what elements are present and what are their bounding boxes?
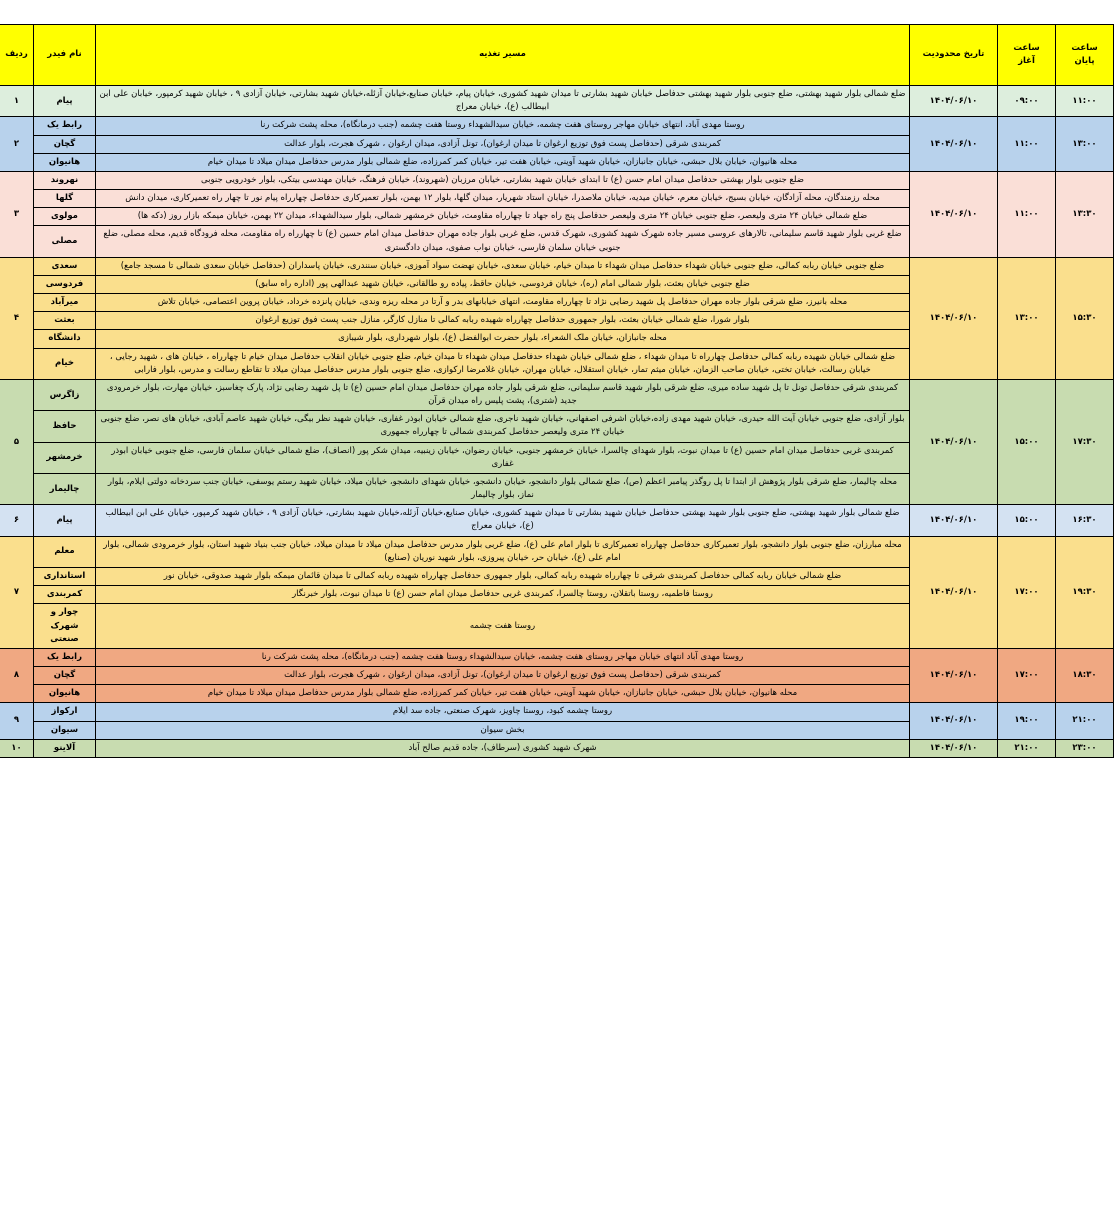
feeder-name-cell: پیام: [34, 505, 96, 536]
start-time-cell: ۰۹:۰۰: [998, 86, 1056, 117]
route-cell: محله هانیوان، خیابان بلال حبشی، خیابان جانبازان، خیابان شهید آوینی، خیابان هفت تیر، خیابان کمر کمرزاده، ضلع شمالی بلوار مدرس حدفاصل میدان میلاد تا میدان خیام: [96, 153, 910, 171]
feeder-name-cell: چالیمار: [34, 473, 96, 504]
start-time-cell: ۱۷:۰۰: [998, 536, 1056, 648]
feeder-name-cell: استانداری: [34, 567, 96, 585]
route-cell: روستا هفت چشمه: [96, 604, 910, 649]
route-cell: بخش سیوان: [96, 721, 910, 739]
restriction-date-cell: ۱۴۰۴/۰۶/۱۰: [910, 739, 998, 757]
route-cell: کمربندی شرقی (حدفاصل پست فوق توزیع ارغوان تا میدان ارغوان)، تونل آزادی، میدان ارغوان ، شهرک هجرت، بلوار عدالت: [96, 135, 910, 153]
feeder-name-cell: گلها: [34, 190, 96, 208]
header-feeder: نام فیدر: [34, 25, 96, 86]
route-cell: ضلع جنوبی خیابان ربابه کمالی، ضلع جنوبی خیابان شهداء حدفاصل میدان شهداء تا میدان خیام، خیابان سعدی، خیابان نهضت سواد آموزی، خیابان سنندری، خیابان پاسداران (حدفاصل خیابان سعدی شمالی تا مسجد جامع): [96, 257, 910, 275]
row-number-cell: ۹: [0, 703, 34, 739]
route-cell: محله بانیرز، ضلع شرقی بلوار جاده مهران حدفاصل پل شهید رضایی نژاد تا چهارراه مقاومت، انتهای خیابانهای بدر و آرتا در محله ریزه وندی، خیابان پانزده خرداد، خیابان پروین اعتصامی، خیابان تلاش: [96, 294, 910, 312]
feeder-name-cell: فردوسی: [34, 275, 96, 293]
table-header: [0, 25, 1114, 86]
feeder-name-cell: حافظ: [34, 411, 96, 442]
header-start-time-line2: آغاز: [1018, 56, 1035, 66]
route-cell: کمربندی شرقی حدفاصل تونل تا پل شهید ساده میری، ضلع شرقی بلوار شهید قاسم سلیمانی، ضلع شرقی بلوار جاده مهران حدفاصل میدان امام حسین (ع) تا پل شهید رضایی نژاد، پارک چغاسبز، خیابان مهارت، بلوار خرمرودی جدید (شتری)، پشت پلیس راه میدان قرآن: [96, 379, 910, 410]
end-time-cell: ۱۸:۳۰: [1056, 648, 1114, 703]
table-row: [0, 739, 1114, 757]
feeder-name-cell: مصلی: [34, 226, 96, 257]
row-number-cell: ۵: [0, 379, 34, 504]
header-end-time-line1: ساعت: [1071, 43, 1098, 54]
header-route: مسیر تغذیه: [96, 25, 910, 86]
feeder-name-cell: دانشگاه: [34, 330, 96, 348]
restriction-date-cell: ۱۴۰۴/۰۶/۱۰: [910, 648, 998, 703]
feeder-name-cell: زاگرس: [34, 379, 96, 410]
feeder-name-cell: پیام: [34, 86, 96, 117]
route-cell: ضلع شمالی خیابان شهیده ربابه کمالی حدفاصل چهارراه تا میدان شهداء ، ضلع شمالی خیابان شهداء حدفاصل میدان شهداء تا میدان خیام، ضلع جنوبی خیابان انقلاب حدفاصل میدان خیام تا چهارراه ، خیابان های ، شهید رجایی ، خیابان رسالت، خیابان تختی، خیابان صاحب الزمان، خیابان میثم تمار، خیابان استقلال، خیابان مهران، خیابان غلامرضا ارکوازی، ضلع جنوبی بلوار مدرس حدفاصل میدان میلاد تا تقاطع رسالت و مدرس، بلوار فارابی: [96, 348, 910, 379]
header-start-time: [998, 25, 1056, 86]
restriction-date-cell: ۱۴۰۴/۰۶/۱۰: [910, 117, 998, 172]
table-row: [0, 703, 1114, 721]
feeder-name-cell: چوار و شهرک صنعتی: [34, 604, 96, 649]
restriction-date-cell: ۱۴۰۴/۰۶/۱۰: [910, 505, 998, 536]
header-date: تاریخ محدودیت: [910, 25, 998, 86]
header-end-time-line2: پایان: [1074, 56, 1095, 66]
feeder-name-cell: سعدی: [34, 257, 96, 275]
feeder-name-cell: میرآباد: [34, 294, 96, 312]
end-time-cell: ۲۱:۰۰: [1056, 703, 1114, 739]
feeder-name-cell: رابط یک: [34, 117, 96, 135]
feeder-name-cell: نهروند: [34, 171, 96, 189]
row-number-cell: ۶: [0, 505, 34, 536]
row-number-cell: ۸: [0, 648, 34, 703]
end-time-cell: ۱۹:۳۰: [1056, 536, 1114, 648]
end-time-cell: ۱۷:۳۰: [1056, 379, 1114, 504]
route-cell: ضلع جنوبی بلوار بهشتی حدفاصل میدان امام حسن (ع) تا ابتدای خیابان شهید بشارتی، خیابان مرزبان (شهروند)، خیابان فرهنگ، خیابان مهندسی بیتکی، بلوار خودرویی جنوبی: [96, 171, 910, 189]
feeder-name-cell: گچان: [34, 667, 96, 685]
restriction-date-cell: ۱۴۰۴/۰۶/۱۰: [910, 379, 998, 504]
route-cell: ضلع شمالی خیابان ۲۴ متری ولیعصر، ضلع جنوبی خیابان ۲۴ متری ولیعصر حدفاصل پنج راه جهاد تا چهارراه مقاومت، خیابان خرمشهر شمالی، بلوار سیدالشهداء، میدان ۲۲ بهمن، خیابان میمکه بازار روز (دکه ها): [96, 208, 910, 226]
feeder-name-cell: آلاینو: [34, 739, 96, 757]
table-row: [0, 536, 1114, 567]
feeder-name-cell: مولوی: [34, 208, 96, 226]
feeder-name-cell: خرمشهر: [34, 442, 96, 473]
header-row: [0, 25, 1114, 86]
row-number-cell: ۴: [0, 257, 34, 379]
start-time-cell: ۱۵:۰۰: [998, 505, 1056, 536]
route-cell: ضلع شمالی بلوار شهید بهشتی، ضلع جنوبی بلوار شهید بهشتی حدفاصل خیابان شهید بشارتی تا میدان شهید کشوری، خیابان پیام، خیابان صنایع،خیابان آزئله،خیابان شهید بشارتی، خیابان آزادی ۹ ، خیابان شهید کرمپور، خیابان علی ابن ابیطالب (ع)، خیابان معراج: [96, 86, 910, 117]
restriction-date-cell: ۱۴۰۴/۰۶/۱۰: [910, 86, 998, 117]
end-time-cell: ۲۳:۰۰: [1056, 739, 1114, 757]
table-row: [0, 117, 1114, 135]
start-time-cell: ۱۱:۰۰: [998, 117, 1056, 172]
route-cell: ضلع جنوبی خیابان بعثت، بلوار شمالی امام (ره)، خیابان فردوسی، خیابان حاقظ، پیاده رو طالقانی، خیابان شهید عبدالهی پور (اداره راه سابق): [96, 275, 910, 293]
table-body: [0, 86, 1114, 758]
start-time-cell: ۱۳:۰۰: [998, 257, 1056, 379]
route-cell: کمربندی شرقی (حدفاصل پست فوق توزیع ارغوان تا میدان ارغوان)، تونل آزادی، میدان ارغوان ، شهرک هجرت، بلوار عدالت: [96, 667, 910, 685]
feeder-name-cell: کمربندی: [34, 586, 96, 604]
row-number-cell: ۷: [0, 536, 34, 648]
outage-schedule-table: [0, 24, 1114, 758]
restriction-date-cell: ۱۴۰۴/۰۶/۱۰: [910, 171, 998, 257]
end-time-cell: ۱۳:۳۰: [1056, 171, 1114, 257]
table-row: [0, 379, 1114, 410]
feeder-name-cell: ارکواز: [34, 703, 96, 721]
route-cell: ضلع شمالی بلوار شهید بهشتی، ضلع جنوبی بلوار شهید بهشتی حدفاصل خیابان شهید بشارتی تا میدان شهید کشوری، خیابان صنایع،خیابان آزئله،خیابان شهید بشارتی، خیابان آزادی ۹ ، خیابان شهید کرمپور، خیابان علی ابن ابیطالب (ع)، خیابان معراج: [96, 505, 910, 536]
table-row: [0, 505, 1114, 536]
end-time-cell: ۱۵:۳۰: [1056, 257, 1114, 379]
route-cell: محله جانبازان، خیابان ملک الشعراء، بلوار حضرت ابوالفضل (ع)، بلوار شهرداری، بلوار شیبازی: [96, 330, 910, 348]
route-cell: کمربندی غربی حدفاصل میدان امام حسین (ع) تا میدان نبوت، بلوار شهدای چالسرا، خیابان خرمشهر جنوبی، خیابان رضوان، خیابان زینبیه، میدان شکر پور (انصاف)، ضلع شمالی خیابان سلمان فارسی، ضلع جنوبی خیابان ابوذر غفاری: [96, 442, 910, 473]
header-radif: ردیف: [0, 25, 34, 86]
table-row: [0, 171, 1114, 189]
route-cell: محله چالیمار، ضلع شرقی بلوار پژوهش از ابتدا تا پل روگذر پیامبر اعظم (ص)، ضلع شمالی بلوار دانشجو، خیابان دانشجو، خیابان شهدای دانشجو، خیابان میلاد، خیابان شهید رستم یوسفی، خیابان جنب سردخانه دولتی ایلام، بلوار نماز، بلوار چالیمار: [96, 473, 910, 504]
route-cell: محله رزمندگان، محله آزادگان، خیابان بسیج، خیابان معرم، خیابان میدیه، خیابان ملاصدرا، خیابان استاد شهریار، میدان گلها، بلوار ۱۲ بهمن، بلوار تعمیرکاری حدفاصل چهارراه پیام نور تا چهار راه تعمیرکاری، میدان دانش: [96, 190, 910, 208]
route-cell: روستا چشمه کبود، روستا چاویز، شهرک صنعتی، جاده سد ایلام: [96, 703, 910, 721]
feeder-name-cell: گچان: [34, 135, 96, 153]
route-cell: بلوار شورا، ضلع شمالی خیابان بعثت، بلوار جمهوری حدفاصل چهارراه شهیده ربابه کمالی تا منازل کارگر، منازل جنب پست فوق توزیع ارغوان: [96, 312, 910, 330]
row-number-cell: ۱: [0, 86, 34, 117]
row-number-cell: ۳: [0, 171, 34, 257]
route-cell: بلوار آزادی، ضلع جنوبی خیابان آیت الله حیدری، خیابان شهید مهدی زاده،خیابان اشرفی اصفهانی، خیابان شهید ناجری، ضلع شمالی خیابان ابوذر غفاری، خیابان شهید نظر بیگی، خیابان شهید عاصم آبادی، خیابان های نصر، ضلع جنوبی خیابان ۲۴ متری ولیعصر حدفاصل کمربندی شمالی تا چهارراه جمهوری: [96, 411, 910, 442]
route-cell: ضلع غربی بلوار شهید قاسم سلیمانی، تالارهای عروسی مسیر جاده شهرک شهید کشوری، شهرک قدس، ضلع غربی بلوار جاده مهران حدفاصل میدان امام حسین (ع) تا چهارراه راه مقاومت، محله فرودگاه قدیم، محله مصلی، ضلع جنوبی خیابان سلمان فارسی، خیابان نواب صفوی، میدان دادگستری: [96, 226, 910, 257]
table-row: [0, 648, 1114, 666]
end-time-cell: ۱۳:۰۰: [1056, 117, 1114, 172]
route-cell: روستا مهدی آباد انتهای خیابان مهاجر روستای هفت چشمه، خیابان سیدالشهداء روستا هفت چشمه (جنب درمانگاه)، محله پشت شرکت رنا: [96, 648, 910, 666]
feeder-name-cell: هانیوان: [34, 685, 96, 703]
header-end-time: [1056, 25, 1114, 86]
route-cell: محله مبارزان، ضلع جنوبی بلوار دانشجو، بلوار تعمیرکاری حدفاصل چهارراه تعمیرکاری تا بلوار امام علی (ع)، ضلع غربی بلوار مدرس حدفاصل میدان میلاد تا میدان میلاد، خیابان جنب بنیاد شهید استان، بلوار خرمرودی شمالی، بلوار امام علی (ع)، خیابان حر، خیابان پیروزی، بلوار شهید نوریان (صنایع): [96, 536, 910, 567]
feeder-name-cell: خیام: [34, 348, 96, 379]
restriction-date-cell: ۱۴۰۴/۰۶/۱۰: [910, 257, 998, 379]
feeder-name-cell: رابط یک: [34, 648, 96, 666]
feeder-name-cell: سیوان: [34, 721, 96, 739]
feeder-name-cell: بعثت: [34, 312, 96, 330]
route-cell: ضلع شمالی خیابان ربابه کمالی حدفاصل کمربندی شرقی تا چهارراه شهیده ربابه کمالی، بلوار جمهوری حدفاصل چهارراه شهیده ربابه کمالی تا میدان قائمان میمکه بلوار شهید صدوقی، خیابان نور: [96, 567, 910, 585]
restriction-date-cell: ۱۴۰۴/۰۶/۱۰: [910, 703, 998, 739]
table-row: [0, 257, 1114, 275]
start-time-cell: ۲۱:۰۰: [998, 739, 1056, 757]
header-start-time-line1: ساعت: [1013, 43, 1040, 54]
restriction-date-cell: ۱۴۰۴/۰۶/۱۰: [910, 536, 998, 648]
start-time-cell: ۱۹:۰۰: [998, 703, 1056, 739]
end-time-cell: ۱۱:۰۰: [1056, 86, 1114, 117]
route-cell: محله هانیوان، خیابان بلال حبشی، خیابان جانبازان، خیابان شهید آوینی، خیابان هفت تیر، خیابان کمر کمرزاده، ضلع شمالی بلوار مدرس حدفاصل میدان میلاد تا میدان خیام: [96, 685, 910, 703]
start-time-cell: ۱۵:۰۰: [998, 379, 1056, 504]
end-time-cell: ۱۶:۳۰: [1056, 505, 1114, 536]
route-cell: روستا مهدی آباد، انتهای خیابان مهاجر روستای هفت چشمه، خیابان سیدالشهداء روستا هفت چشمه (جنب درمانگاه)، محله پشت شرکت رنا: [96, 117, 910, 135]
start-time-cell: ۱۱:۰۰: [998, 171, 1056, 257]
feeder-name-cell: هانیوان: [34, 153, 96, 171]
row-number-cell: ۱۰: [0, 739, 34, 757]
row-number-cell: ۲: [0, 117, 34, 172]
start-time-cell: ۱۷:۰۰: [998, 648, 1056, 703]
route-cell: شهرک شهید کشوری (سرطاف)، جاده قدیم صالح آباد: [96, 739, 910, 757]
table-row: [0, 86, 1114, 117]
route-cell: روستا فاطمیه، روستا باتقلان، روستا چالسرا، کمربندی غربی حدفاصل میدان امام حسن (ع) تا میدان نبوت، بلوار خبرنگار: [96, 586, 910, 604]
feeder-name-cell: معلم: [34, 536, 96, 567]
